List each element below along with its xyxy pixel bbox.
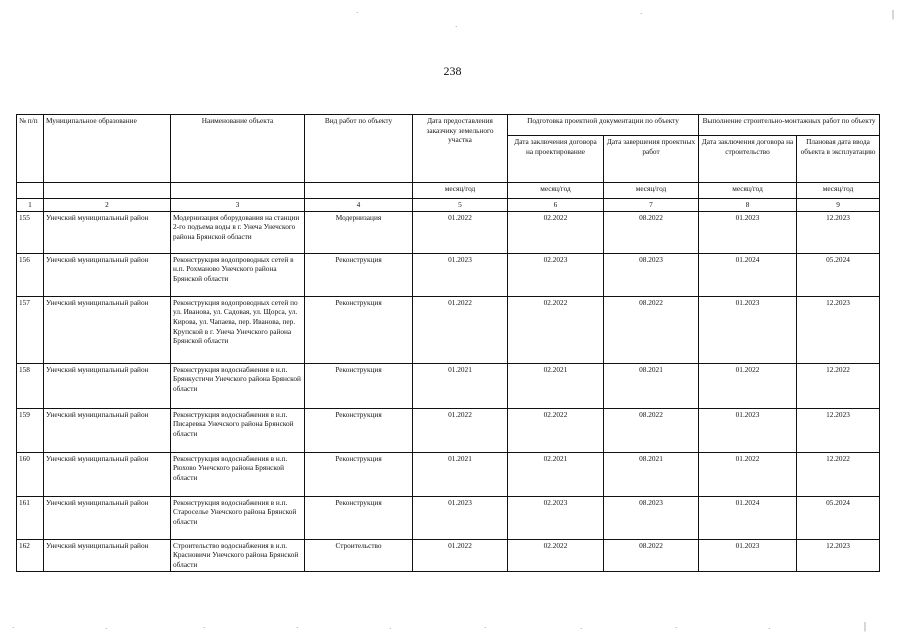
row-commissioning: 05.2024 [797, 496, 880, 539]
row-construction-contract: 01.2023 [699, 539, 797, 571]
row-object: Реконструкция водоснабжения в н.п. Староселье Унечского района Брянской области [171, 496, 305, 539]
scan-speck: · [640, 10, 643, 18]
row-design-contract: 02.2022 [508, 296, 604, 363]
row-commissioning: 12.2022 [797, 452, 880, 496]
header-row-units [17, 183, 880, 199]
column-number: 5 [413, 199, 508, 212]
scan-speck: | [864, 621, 867, 632]
row-commissioning: 05.2024 [797, 253, 880, 296]
row-commissioning: 12.2023 [797, 211, 880, 253]
row-construction-contract: 01.2024 [699, 253, 797, 296]
header-commissioning: Плановая дата ввода объекта в эксплуатацию [797, 136, 880, 183]
row-work-type: Реконструкция [305, 296, 413, 363]
row-design-contract: 02.2023 [508, 496, 604, 539]
unit-cell-empty [171, 183, 305, 199]
table-row [17, 408, 880, 452]
scan-speck: · [768, 625, 771, 633]
header-design-group: Подготовка проектной документации по объекту [508, 115, 699, 136]
row-land-date: 01.2021 [413, 452, 508, 496]
scan-speck: · [296, 624, 299, 632]
row-land-date: 01.2022 [413, 296, 508, 363]
row-object: Реконструкция водоснабжения в н.п. Брянкустичи Унечского района Брянской области [171, 363, 305, 408]
unit-cell-empty [17, 183, 44, 199]
row-design-end: 08.2022 [604, 296, 699, 363]
scan-speck: · [389, 625, 392, 633]
row-design-end: 08.2022 [604, 211, 699, 253]
table-row [17, 363, 880, 408]
row-number: 159 [17, 408, 44, 452]
header-work-type: Вид работ по объекту [305, 115, 413, 183]
row-municipality: Унечский муниципальный район [44, 296, 171, 363]
row-design-end: 08.2021 [604, 452, 699, 496]
column-number: 3 [171, 199, 305, 212]
row-object: Модернизация оборудования на станции 2-го подъема воды в г. Унеча Унечского района Брянской области [171, 211, 305, 253]
row-design-end: 08.2022 [604, 408, 699, 452]
unit-cell: месяц/год [413, 183, 508, 199]
column-number: 8 [699, 199, 797, 212]
row-number: 156 [17, 253, 44, 296]
row-municipality: Унечский муниципальный район [44, 452, 171, 496]
unit-cell-empty [44, 183, 171, 199]
unit-cell: месяц/год [604, 183, 699, 199]
column-number: 6 [508, 199, 604, 212]
row-work-type: Реконструкция [305, 253, 413, 296]
row-municipality: Унечский муниципальный район [44, 496, 171, 539]
row-commissioning: 12.2023 [797, 408, 880, 452]
scan-speck: · [12, 624, 15, 632]
column-number: 4 [305, 199, 413, 212]
row-land-date: 01.2022 [413, 539, 508, 571]
row-number: 157 [17, 296, 44, 363]
row-design-contract: 02.2021 [508, 452, 604, 496]
row-design-contract: 02.2021 [508, 363, 604, 408]
row-object: Реконструкция водоснабжения в н.п. Писаревка Унечского района Брянской области [171, 408, 305, 452]
row-design-contract: 02.2022 [508, 211, 604, 253]
header-design-end: Дата завершения проектных работ [604, 136, 699, 183]
column-number: 7 [604, 199, 699, 212]
page-number: 238 [443, 64, 462, 78]
row-design-contract: 02.2022 [508, 539, 604, 571]
scan-speck: | [892, 9, 895, 20]
header-construction-contract: Дата заключения договора на строительство [699, 136, 797, 183]
row-design-contract: 02.2023 [508, 253, 604, 296]
table-row [17, 539, 880, 571]
objects-table [16, 114, 880, 572]
unit-cell: месяц/год [508, 183, 604, 199]
row-number: 161 [17, 496, 44, 539]
row-work-type: Реконструкция [305, 452, 413, 496]
row-work-type: Модернизация [305, 211, 413, 253]
table-row [17, 296, 880, 363]
scan-speck: · [455, 23, 458, 31]
row-design-end: 08.2023 [604, 496, 699, 539]
row-number: 160 [17, 452, 44, 496]
scan-speck: · [484, 624, 487, 632]
row-construction-contract: 01.2022 [699, 363, 797, 408]
row-construction-contract: 01.2022 [699, 452, 797, 496]
table-row [17, 496, 880, 539]
header-municipality: Муниципальное образование [44, 115, 171, 183]
row-construction-contract: 01.2023 [699, 211, 797, 253]
row-object: Реконструкция водопроводных сетей по ул. Иванова, ул. Садовая, ул. Щорса, ул. Кирова, ул. Чапаева, пер. Иванова, пер. Крупской в г. Унеча Унечского района Брянской области [171, 296, 305, 363]
row-construction-contract: 01.2023 [699, 296, 797, 363]
row-municipality: Унечский муниципальный район [44, 253, 171, 296]
row-number: 162 [17, 539, 44, 571]
unit-cell: месяц/год [699, 183, 797, 199]
row-design-end: 08.2023 [604, 253, 699, 296]
header-object-name: Наименование объекта [171, 115, 305, 183]
header-row-groups [17, 115, 880, 136]
table-row [17, 253, 880, 296]
row-municipality: Унечский муниципальный район [44, 539, 171, 571]
scan-speck: · [675, 624, 678, 632]
row-work-type: Реконструкция [305, 408, 413, 452]
row-work-type: Реконструкция [305, 363, 413, 408]
row-object: Реконструкция водопроводных сетей в н.п. Рохманово Унечского района Брянской области [171, 253, 305, 296]
row-number: 155 [17, 211, 44, 253]
row-land-date: 01.2022 [413, 211, 508, 253]
header-design-contract: Дата заключения договора на проектирование [508, 136, 604, 183]
scan-speck: · [356, 9, 359, 17]
row-land-date: 01.2022 [413, 408, 508, 452]
row-construction-contract: 01.2024 [699, 496, 797, 539]
unit-cell-empty [305, 183, 413, 199]
column-number: 9 [797, 199, 880, 212]
table-row [17, 211, 880, 253]
unit-cell: месяц/год [797, 183, 880, 199]
row-work-type: Реконструкция [305, 496, 413, 539]
column-number-row [17, 199, 880, 212]
row-construction-contract: 01.2023 [699, 408, 797, 452]
row-municipality: Унечский муниципальный район [44, 363, 171, 408]
row-design-end: 08.2021 [604, 363, 699, 408]
row-work-type: Строительство [305, 539, 413, 571]
row-commissioning: 12.2022 [797, 363, 880, 408]
row-object: Строительство водоснабжения в н.п. Красновичи Унечского района Брянской области [171, 539, 305, 571]
table-row [17, 452, 880, 496]
row-municipality: Унечский муниципальный район [44, 211, 171, 253]
column-number: 1 [17, 199, 44, 212]
row-land-date: 01.2021 [413, 363, 508, 408]
column-number: 2 [44, 199, 171, 212]
row-land-date: 01.2023 [413, 253, 508, 296]
header-construction-group: Выполнение строительно-монтажных работ по объекту [699, 115, 880, 136]
row-design-end: 08.2022 [604, 539, 699, 571]
scan-speck: · [105, 625, 108, 633]
row-design-contract: 02.2022 [508, 408, 604, 452]
scan-speck: · [580, 625, 583, 633]
row-number: 158 [17, 363, 44, 408]
header-land-date: Дата предоставления заказчику земельного участка [413, 115, 508, 183]
row-land-date: 01.2023 [413, 496, 508, 539]
row-municipality: Унечский муниципальный район [44, 408, 171, 452]
row-commissioning: 12.2023 [797, 539, 880, 571]
row-object: Реконструкция водоснабжения в н.п. Рюхово Унечского района Брянской области [171, 452, 305, 496]
header-no: № п/п [17, 115, 44, 183]
row-commissioning: 12.2023 [797, 296, 880, 363]
scan-speck: · [203, 624, 206, 632]
